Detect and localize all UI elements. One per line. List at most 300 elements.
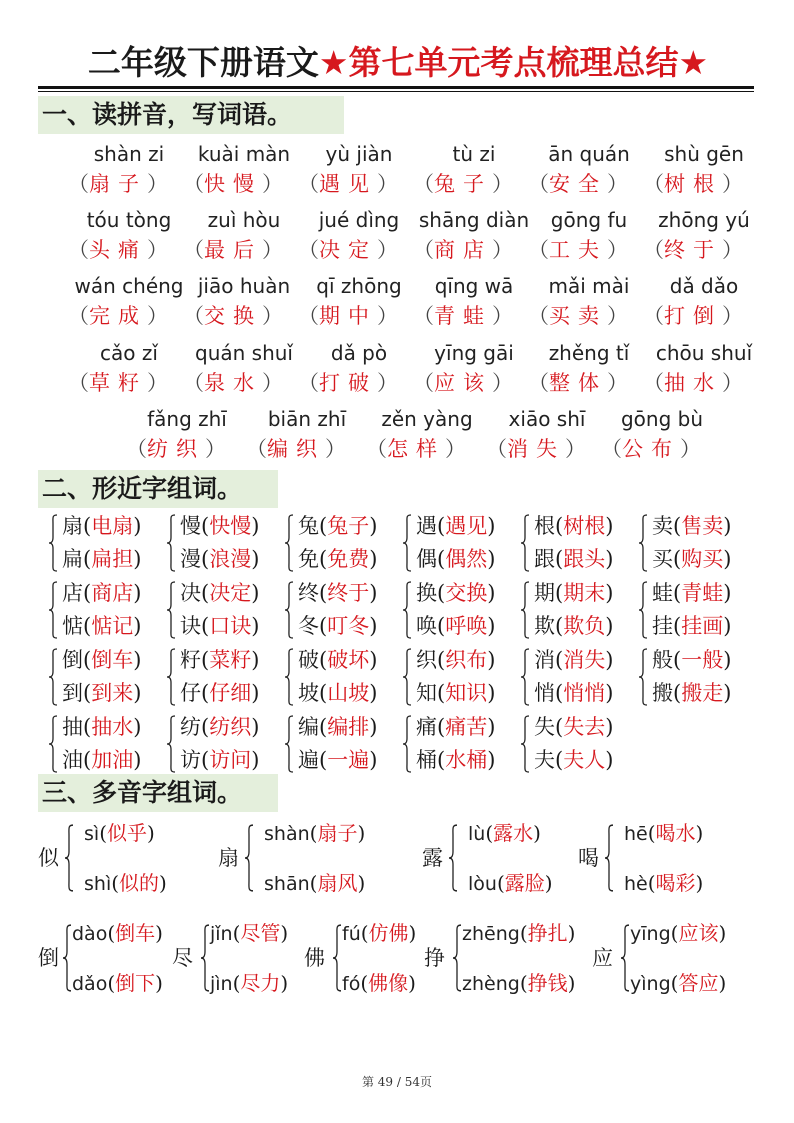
paren-close: ）	[722, 371, 743, 395]
answer-text: 露水	[493, 821, 534, 845]
paren-open: (	[555, 581, 564, 605]
answer-text: 打破	[319, 371, 377, 395]
paren-open: （	[413, 304, 434, 328]
paren-close: )	[533, 821, 541, 845]
paren-close: ）	[607, 371, 628, 395]
paren-close: )	[723, 514, 732, 538]
pinyin-cell	[298, 272, 420, 332]
pinyin-cell	[528, 339, 650, 399]
base-char: 知	[416, 681, 437, 705]
paren-close: )	[567, 971, 576, 995]
paren-open: （	[298, 371, 319, 395]
paren-close: )	[369, 547, 378, 571]
paren-close: )	[133, 748, 142, 772]
answer-text: 扁担	[91, 547, 134, 571]
paren-open: (	[670, 921, 679, 945]
pinyin-text: fǎng zhī	[147, 407, 227, 431]
paren-close: )	[251, 748, 260, 772]
paren-close: ）	[607, 304, 628, 328]
base-char: 换	[416, 581, 437, 605]
paren-close: ）	[262, 238, 283, 262]
paren-close: ）	[377, 371, 398, 395]
answer-word	[528, 300, 650, 332]
answer-text: 水桶	[445, 748, 488, 772]
poly-pinyin: fú	[342, 923, 361, 945]
similar-line	[62, 510, 141, 542]
title-part1: 二年级下册语文	[87, 43, 319, 82]
answer-text: 失去	[563, 715, 606, 739]
pinyin-text: kuài màn	[197, 142, 291, 166]
base-char: 消	[534, 648, 555, 672]
answer-text: 商店	[91, 581, 134, 605]
pinyin-cell	[183, 140, 305, 200]
curly-brace-icon	[48, 581, 58, 639]
answer-text: 喝水	[655, 821, 696, 845]
answer-text: 加油	[91, 748, 134, 772]
answer-text: 草籽	[89, 371, 147, 395]
poly-reading	[462, 918, 575, 948]
answer-text: 兔子	[327, 514, 370, 538]
answer-text: 树根	[563, 514, 606, 538]
paren-close: )	[369, 614, 378, 638]
paren-open: (	[519, 921, 528, 945]
similar-pair	[402, 577, 520, 643]
curly-brace-icon	[64, 824, 74, 892]
pinyin-text: zhěng tǐ	[548, 341, 630, 365]
paren-open: (	[437, 614, 446, 638]
pinyin-cell	[413, 206, 535, 266]
pinyin-row	[40, 405, 756, 471]
paren-close: )	[487, 648, 496, 672]
paren-open: （	[68, 371, 89, 395]
base-char: 慢	[180, 514, 201, 538]
paren-open: （	[643, 238, 664, 262]
paren-open: （	[528, 304, 549, 328]
paren-open: （	[183, 172, 204, 196]
paren-close: ）	[205, 437, 226, 461]
curly-brace-icon	[48, 514, 58, 572]
answer-word	[183, 168, 305, 200]
paren-open: （	[68, 238, 89, 262]
paren-open: （	[183, 238, 204, 262]
answer-text: 编排	[327, 715, 370, 739]
answer-text: 纺织	[147, 437, 205, 461]
pinyin-cell	[528, 140, 650, 200]
similar-pair	[166, 510, 284, 576]
curly-brace-icon	[166, 514, 176, 572]
pinyin-cell	[68, 339, 190, 399]
curly-brace-icon	[166, 581, 176, 639]
paren-open: （	[298, 304, 319, 328]
poly-reading	[72, 968, 163, 998]
pinyin-text: zuì hòu	[207, 208, 281, 232]
base-char: 漫	[180, 547, 201, 571]
paren-open: (	[319, 581, 328, 605]
paren-open: (	[673, 547, 682, 571]
paren-close: ）	[680, 437, 701, 461]
paren-open: （	[528, 172, 549, 196]
answer-text: 安全	[549, 172, 607, 196]
paren-open: (	[437, 581, 446, 605]
similar-line	[62, 677, 141, 709]
paren-close: )	[357, 871, 366, 895]
paren-open: （	[528, 371, 549, 395]
similar-line	[298, 744, 377, 776]
paren-close: ）	[377, 238, 398, 262]
answer-text: 搬走	[681, 681, 724, 705]
similar-pair	[520, 577, 638, 643]
answer-text: 破坏	[327, 648, 370, 672]
similar-pair	[520, 711, 638, 777]
similar-line	[652, 577, 731, 609]
paren-close: )	[487, 514, 496, 538]
answer-text: 决定	[209, 581, 252, 605]
similar-pair	[284, 644, 402, 710]
paren-close: )	[723, 648, 732, 672]
answer-text: 偶然	[445, 547, 488, 571]
similar-line	[652, 610, 731, 642]
base-char: 期	[534, 581, 555, 605]
answer-text: 露脸	[504, 871, 545, 895]
pinyin-row	[40, 339, 756, 405]
curly-brace-icon	[402, 648, 412, 706]
base-char: 决	[180, 581, 201, 605]
answer-text: 购买	[681, 547, 724, 571]
base-char: 编	[298, 715, 319, 739]
paren-close: )	[723, 547, 732, 571]
answer-word	[246, 433, 368, 465]
curly-brace-icon	[200, 924, 210, 992]
paren-close: )	[133, 581, 142, 605]
paren-close: )	[408, 921, 417, 945]
paren-close: )	[718, 921, 727, 945]
curly-brace-icon	[332, 924, 342, 992]
answer-text: 完成	[89, 304, 147, 328]
poly-pinyin: sì	[84, 823, 100, 845]
answer-word	[183, 234, 305, 266]
paren-open: （	[601, 437, 622, 461]
similar-line	[652, 677, 731, 709]
paren-open: （	[183, 304, 204, 328]
similar-line	[62, 711, 141, 743]
similar-line	[534, 510, 613, 542]
answer-text: 似的	[119, 871, 160, 895]
answer-text: 倒车	[115, 921, 156, 945]
similar-line	[652, 543, 731, 575]
poly-reading	[210, 918, 288, 948]
paren-close: ）	[147, 304, 168, 328]
similar-line	[180, 577, 259, 609]
answer-text: 到来	[91, 681, 134, 705]
base-char: 破	[298, 648, 319, 672]
answer-text: 夫人	[563, 748, 606, 772]
curly-brace-icon	[520, 648, 530, 706]
page-title	[40, 40, 756, 86]
paren-close: )	[605, 715, 614, 739]
paren-open: (	[673, 614, 682, 638]
similar-line	[534, 644, 613, 676]
similar-line	[180, 711, 259, 743]
pinyin-text: jué dìng	[318, 208, 400, 232]
poly-char: 佛	[304, 946, 325, 970]
poly-pinyin: jìn	[210, 973, 233, 995]
pinyin-cell	[68, 140, 190, 200]
answer-text: 一遍	[327, 748, 370, 772]
similar-line	[62, 577, 141, 609]
base-char: 跟	[534, 547, 555, 571]
pinyin-text: yīng gāi	[434, 341, 514, 365]
paren-close: )	[487, 681, 496, 705]
answer-text: 兔子	[434, 172, 492, 196]
answer-word	[486, 433, 608, 465]
pinyin-text: tù zi	[452, 142, 496, 166]
answer-text: 浪漫	[209, 547, 252, 571]
paren-open: （	[126, 437, 147, 461]
similar-line	[62, 744, 141, 776]
polyphonic-group	[218, 818, 418, 898]
curly-brace-icon	[402, 715, 412, 773]
poly-pinyin: lù	[468, 823, 486, 845]
answer-text: 仿佛	[368, 921, 409, 945]
base-char: 终	[298, 581, 319, 605]
similar-line	[180, 610, 259, 642]
paren-open: (	[83, 581, 92, 605]
poly-reading	[84, 868, 167, 898]
answer-text: 树根	[664, 172, 722, 196]
curly-brace-icon	[448, 824, 458, 892]
poly-reading	[624, 818, 703, 848]
paren-open: (	[437, 547, 446, 571]
similar-pair	[166, 711, 284, 777]
paren-close: )	[487, 547, 496, 571]
poly-reading	[630, 968, 726, 998]
answer-text: 头痛	[89, 238, 147, 262]
base-char: 惦	[62, 614, 83, 638]
poly-reading	[84, 818, 155, 848]
paren-open: (	[555, 648, 564, 672]
pinyin-text: zěn yàng	[381, 407, 473, 431]
answer-text: 交换	[204, 304, 262, 328]
answer-word	[413, 300, 535, 332]
similar-line	[298, 644, 377, 676]
paren-open: (	[647, 871, 656, 895]
paren-open: (	[107, 971, 116, 995]
pinyin-text: jiāo huàn	[197, 274, 291, 298]
answer-text: 消失	[563, 648, 606, 672]
paren-close: )	[357, 821, 366, 845]
answer-text: 仔细	[209, 681, 252, 705]
pinyin-cell	[643, 272, 765, 332]
pinyin-text: shāng diàn	[418, 208, 530, 232]
pinyin-text: qī zhōng	[316, 274, 402, 298]
paren-close: )	[695, 871, 704, 895]
pinyin-text: dǎ pò	[330, 341, 388, 365]
base-char: 夫	[534, 748, 555, 772]
pinyin-cell	[601, 405, 723, 465]
pinyin-text: shàn zi	[93, 142, 165, 166]
answer-text: 青蛙	[681, 581, 724, 605]
title-rule-thick	[38, 86, 754, 89]
paren-close: )	[487, 748, 496, 772]
pinyin-cell	[298, 140, 420, 200]
similar-line	[416, 577, 495, 609]
curly-brace-icon	[402, 581, 412, 639]
base-char: 桶	[416, 748, 437, 772]
paren-close: )	[155, 921, 163, 945]
answer-word	[68, 234, 190, 266]
curly-brace-icon	[402, 514, 412, 572]
pinyin-cell	[528, 272, 650, 332]
answer-word	[413, 367, 535, 399]
pinyin-text: chōu shuǐ	[655, 341, 753, 365]
paren-open: （	[413, 238, 434, 262]
paren-open: (	[555, 514, 564, 538]
paren-open: (	[360, 971, 369, 995]
base-char: 偶	[416, 547, 437, 571]
similar-line	[180, 543, 259, 575]
answer-word	[298, 300, 420, 332]
poly-reading	[342, 918, 416, 948]
answer-text: 跟头	[563, 547, 606, 571]
base-char: 欺	[534, 614, 555, 638]
answer-word	[643, 367, 765, 399]
paren-close: )	[605, 581, 614, 605]
base-char: 悄	[534, 681, 555, 705]
paren-open: （	[643, 371, 664, 395]
paren-close: )	[133, 614, 142, 638]
poly-reading	[342, 968, 416, 998]
answer-text: 一般	[681, 648, 724, 672]
paren-open: （	[68, 304, 89, 328]
base-char: 买	[652, 547, 673, 571]
curly-brace-icon	[520, 715, 530, 773]
poly-pinyin: hē	[624, 823, 648, 845]
paren-open: （	[643, 172, 664, 196]
base-char: 免	[298, 547, 319, 571]
pinyin-cell	[486, 405, 608, 465]
answer-text: 抽水	[91, 715, 134, 739]
paren-close: )	[723, 681, 732, 705]
answer-text: 终于	[664, 238, 722, 262]
paren-close: )	[133, 715, 142, 739]
answer-text: 打倒	[664, 304, 722, 328]
paren-close: )	[280, 971, 289, 995]
answer-text: 口诀	[209, 614, 252, 638]
paren-close: )	[369, 581, 378, 605]
paren-close: )	[487, 614, 496, 638]
pinyin-cell	[643, 339, 765, 399]
paren-open: (	[309, 871, 318, 895]
answer-text: 答应	[678, 971, 719, 995]
paren-open: (	[673, 681, 682, 705]
pinyin-text: yù jiàn	[325, 142, 393, 166]
paren-close: )	[408, 971, 416, 995]
polyphonic-group	[592, 918, 792, 998]
answer-word	[528, 168, 650, 200]
answer-text: 整体	[549, 371, 607, 395]
answer-text: 编织	[267, 437, 325, 461]
paren-open: (	[496, 871, 505, 895]
similar-line	[416, 677, 495, 709]
similar-pair	[402, 711, 520, 777]
base-char: 诀	[180, 614, 201, 638]
similar-line	[534, 610, 613, 642]
similar-line	[62, 543, 141, 575]
paren-close: )	[718, 971, 727, 995]
paren-open: (	[485, 821, 494, 845]
title-part2: 第七单元考点梳理总结	[348, 43, 679, 82]
paren-close: )	[605, 648, 614, 672]
similar-pair	[284, 577, 402, 643]
answer-word	[68, 300, 190, 332]
poly-char: 倒	[38, 946, 59, 970]
poly-pinyin: shì	[84, 873, 112, 895]
paren-open: (	[319, 547, 328, 571]
paren-close: ）	[492, 172, 513, 196]
base-char: 根	[534, 514, 555, 538]
paren-close: ）	[492, 238, 513, 262]
answer-word	[298, 367, 420, 399]
base-char: 卖	[652, 514, 673, 538]
paren-close: )	[251, 715, 260, 739]
poly-pinyin: jǐn	[210, 923, 233, 945]
poly-reading	[630, 918, 726, 948]
paren-close: ）	[445, 437, 466, 461]
poly-pinyin: dǎo	[72, 973, 108, 995]
curly-brace-icon	[620, 924, 630, 992]
paren-open: (	[437, 715, 446, 739]
paren-close: )	[369, 715, 378, 739]
paren-close: ）	[565, 437, 586, 461]
similar-line	[652, 644, 731, 676]
paren-close: )	[133, 547, 142, 571]
paren-open: (	[647, 821, 656, 845]
answer-text: 消失	[507, 437, 565, 461]
answer-text: 期末	[563, 581, 606, 605]
pinyin-text: quán shuǐ	[195, 341, 293, 365]
paren-open: （	[298, 172, 319, 196]
paren-open: （	[246, 437, 267, 461]
paren-close: ）	[722, 172, 743, 196]
base-char: 倒	[62, 648, 83, 672]
poly-reading	[462, 968, 575, 998]
poly-pinyin: yìng	[630, 973, 671, 995]
paren-open: (	[319, 614, 328, 638]
curly-brace-icon	[62, 924, 72, 992]
paren-close: ）	[325, 437, 346, 461]
pinyin-row	[40, 272, 756, 338]
paren-open: (	[83, 614, 92, 638]
pinyin-cell	[366, 405, 488, 465]
paren-open: （	[183, 371, 204, 395]
paren-close: ）	[607, 172, 628, 196]
paren-close: )	[147, 821, 155, 845]
similar-line	[298, 610, 377, 642]
pinyin-text: dǎ dǎo	[669, 274, 739, 298]
similar-line	[534, 744, 613, 776]
paren-close: )	[567, 921, 576, 945]
answer-text: 挣钱	[527, 971, 568, 995]
poly-reading	[72, 918, 163, 948]
poly-pinyin: shān	[264, 873, 310, 895]
pinyin-text: biān zhī	[267, 407, 347, 431]
curly-brace-icon	[520, 514, 530, 572]
answer-text: 交换	[445, 581, 488, 605]
answer-text: 应该	[434, 371, 492, 395]
poly-char: 应	[592, 946, 613, 970]
paren-open: (	[673, 581, 682, 605]
answer-text: 期中	[319, 304, 377, 328]
